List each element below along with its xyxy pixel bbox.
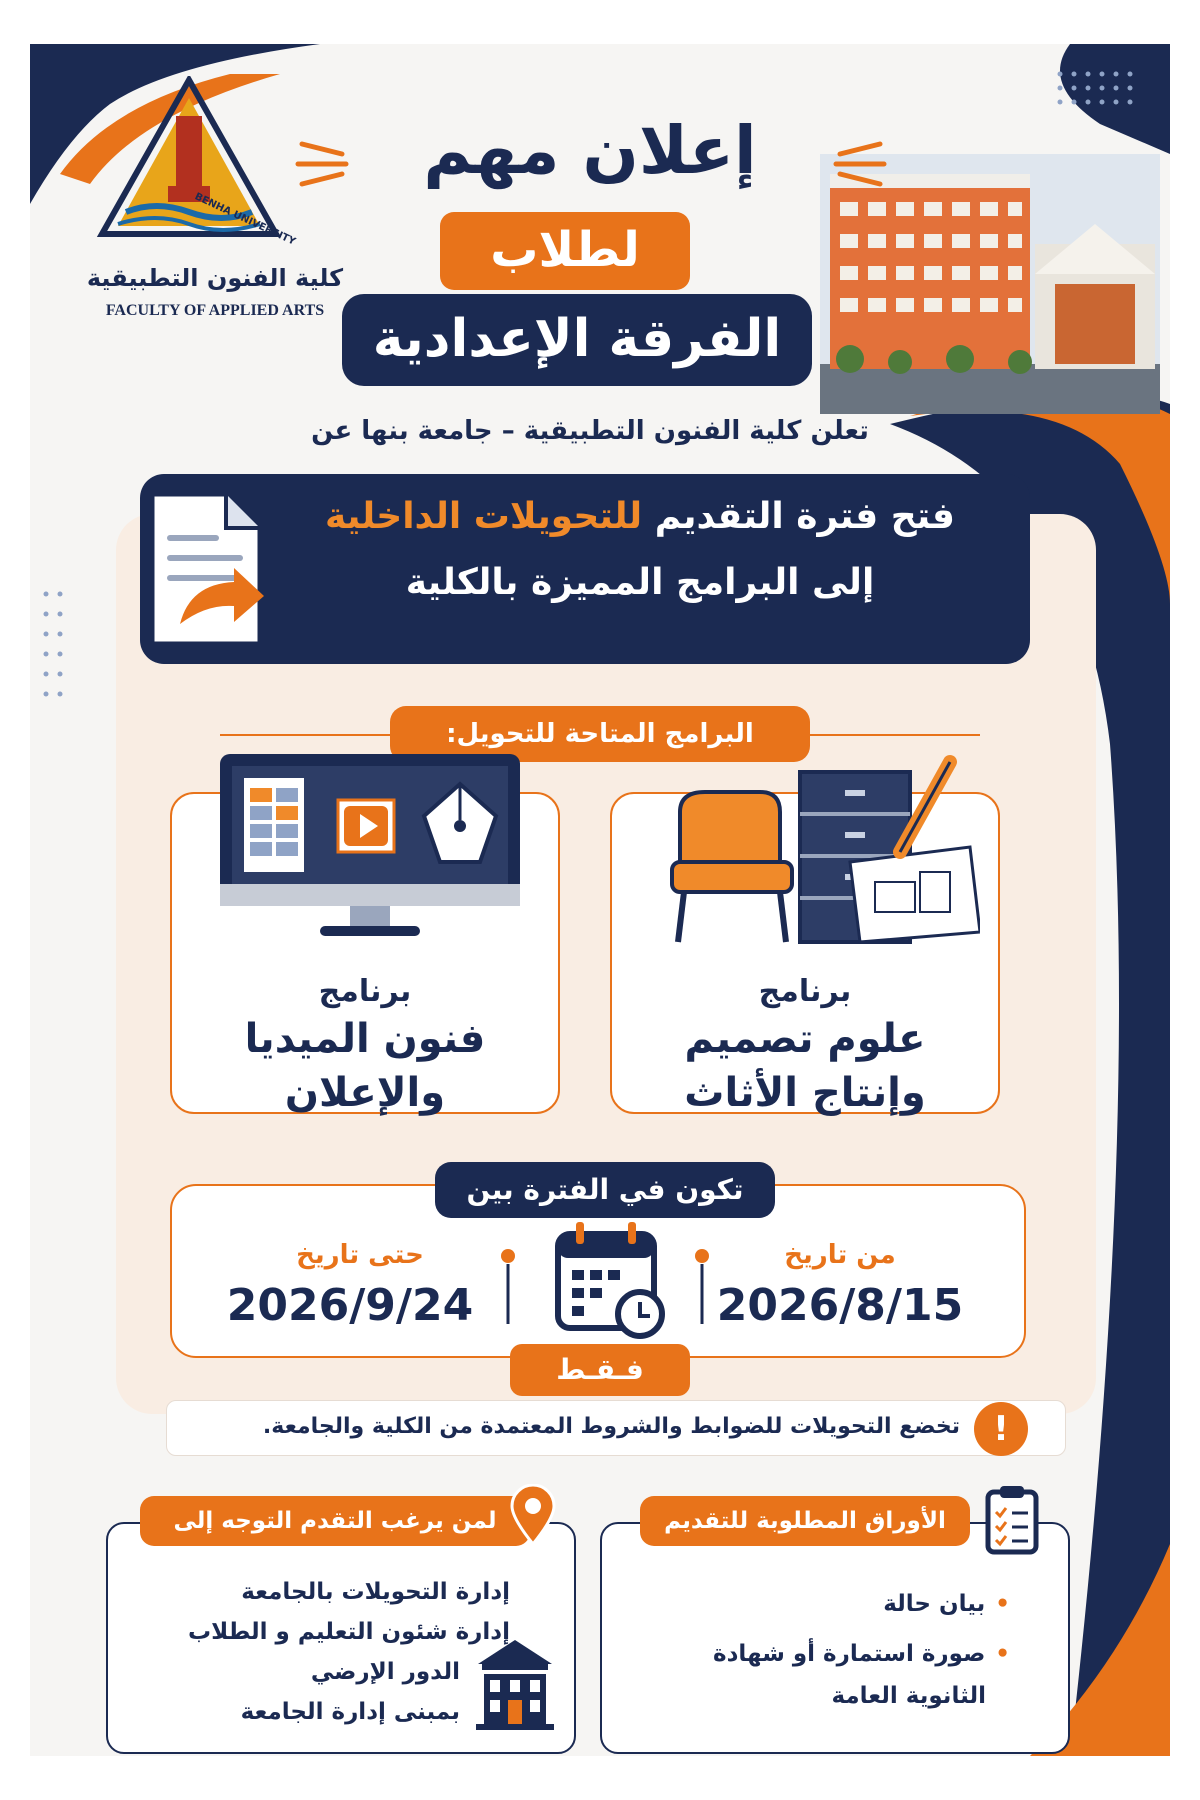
faculty-building-image (820, 154, 1160, 414)
clipboard-check-icon (982, 1484, 1042, 1556)
dots-decoration-left (38, 584, 68, 744)
apply-line-2: إدارة شئون التعليم و الطلاب (188, 1619, 510, 1645)
title-spark-right (820, 132, 890, 192)
banner-line-2: إلى البرامج المميزة بالكلية (405, 562, 875, 603)
bullet-icon: • (995, 1641, 1010, 1667)
only-badge: فـقـط (510, 1344, 690, 1396)
from-date: 2026/8/15 (716, 1280, 964, 1331)
period-heading: تكون في الفترة بين (435, 1162, 775, 1218)
program-1-line1: علوم تصميم (684, 1016, 926, 1062)
banner-text: فتح فترة التقديم (642, 496, 955, 537)
poster (30, 44, 1170, 1756)
apply-line-3: الدور الإرضي (310, 1659, 460, 1685)
intro-text: تعلن كلية الفنون التطبيقية – جامعة بنها عن (311, 416, 869, 446)
banner-line-1 (280, 496, 1000, 537)
location-pin-icon (508, 1484, 558, 1548)
dots-decoration (1050, 64, 1150, 134)
banner-highlight: للتحويلات الداخلية (325, 496, 643, 537)
program-2-line1: فنون الميديا (244, 1016, 486, 1062)
logo-caption: BENHA UNIVERSITY (192, 191, 298, 248)
program-2-line2: والإعلان (284, 1070, 446, 1116)
apply-line-4: بمبنى إدارة الجامعة (240, 1699, 460, 1725)
document-item-1-text: بيان حالة (883, 1591, 986, 1617)
to-date: 2026/9/24 (226, 1280, 474, 1331)
building-icon (470, 1634, 560, 1734)
to-label: حتى تاريخ (296, 1240, 424, 1270)
program-2-sub: برنامج (318, 974, 412, 1009)
announcement-title: إعلان مهم (423, 112, 757, 189)
title-spark-left (292, 132, 362, 192)
document-item-2 (630, 1634, 1010, 1674)
program-1-line2: وإنتاج الأثاث (684, 1070, 926, 1116)
level-badge: الفرقة الإعدادية (342, 294, 812, 386)
document-item-1 (630, 1584, 1010, 1624)
calendar-clock-icon (500, 1214, 710, 1344)
faculty-name-arabic: كلية الفنون التطبيقية (86, 264, 344, 292)
from-label: من تاريخ (784, 1240, 896, 1270)
students-badge: لطلاب (440, 212, 690, 290)
programs-heading: البرامج المتاحة للتحويل: (390, 706, 810, 762)
program-1-sub: برنامج (758, 974, 852, 1009)
document-item-3-text: الثانوية العامة (831, 1683, 986, 1709)
documents-heading: الأوراق المطلوبة للتقديم (640, 1496, 970, 1546)
bullet-icon: • (995, 1591, 1010, 1617)
apply-line-1: إدارة التحويلات بالجامعة (241, 1579, 510, 1605)
media-monitor-icon (210, 744, 530, 944)
furniture-icon (650, 752, 980, 952)
notice-text: تخضع التحويلات للضوابط والشروط المعتمدة من الكلية والجامعة. (262, 1414, 960, 1439)
alert-icon: ! (974, 1402, 1028, 1456)
faculty-name-english: FACULTY OF APPLIED ARTS (105, 302, 325, 319)
apply-to-heading: لمن يرغب التقدم التوجه إلى (140, 1496, 530, 1546)
document-item-3 (630, 1676, 986, 1716)
document-item-2-text: صورة استمارة أو شهادة (713, 1641, 986, 1667)
document-share-icon (130, 484, 280, 654)
